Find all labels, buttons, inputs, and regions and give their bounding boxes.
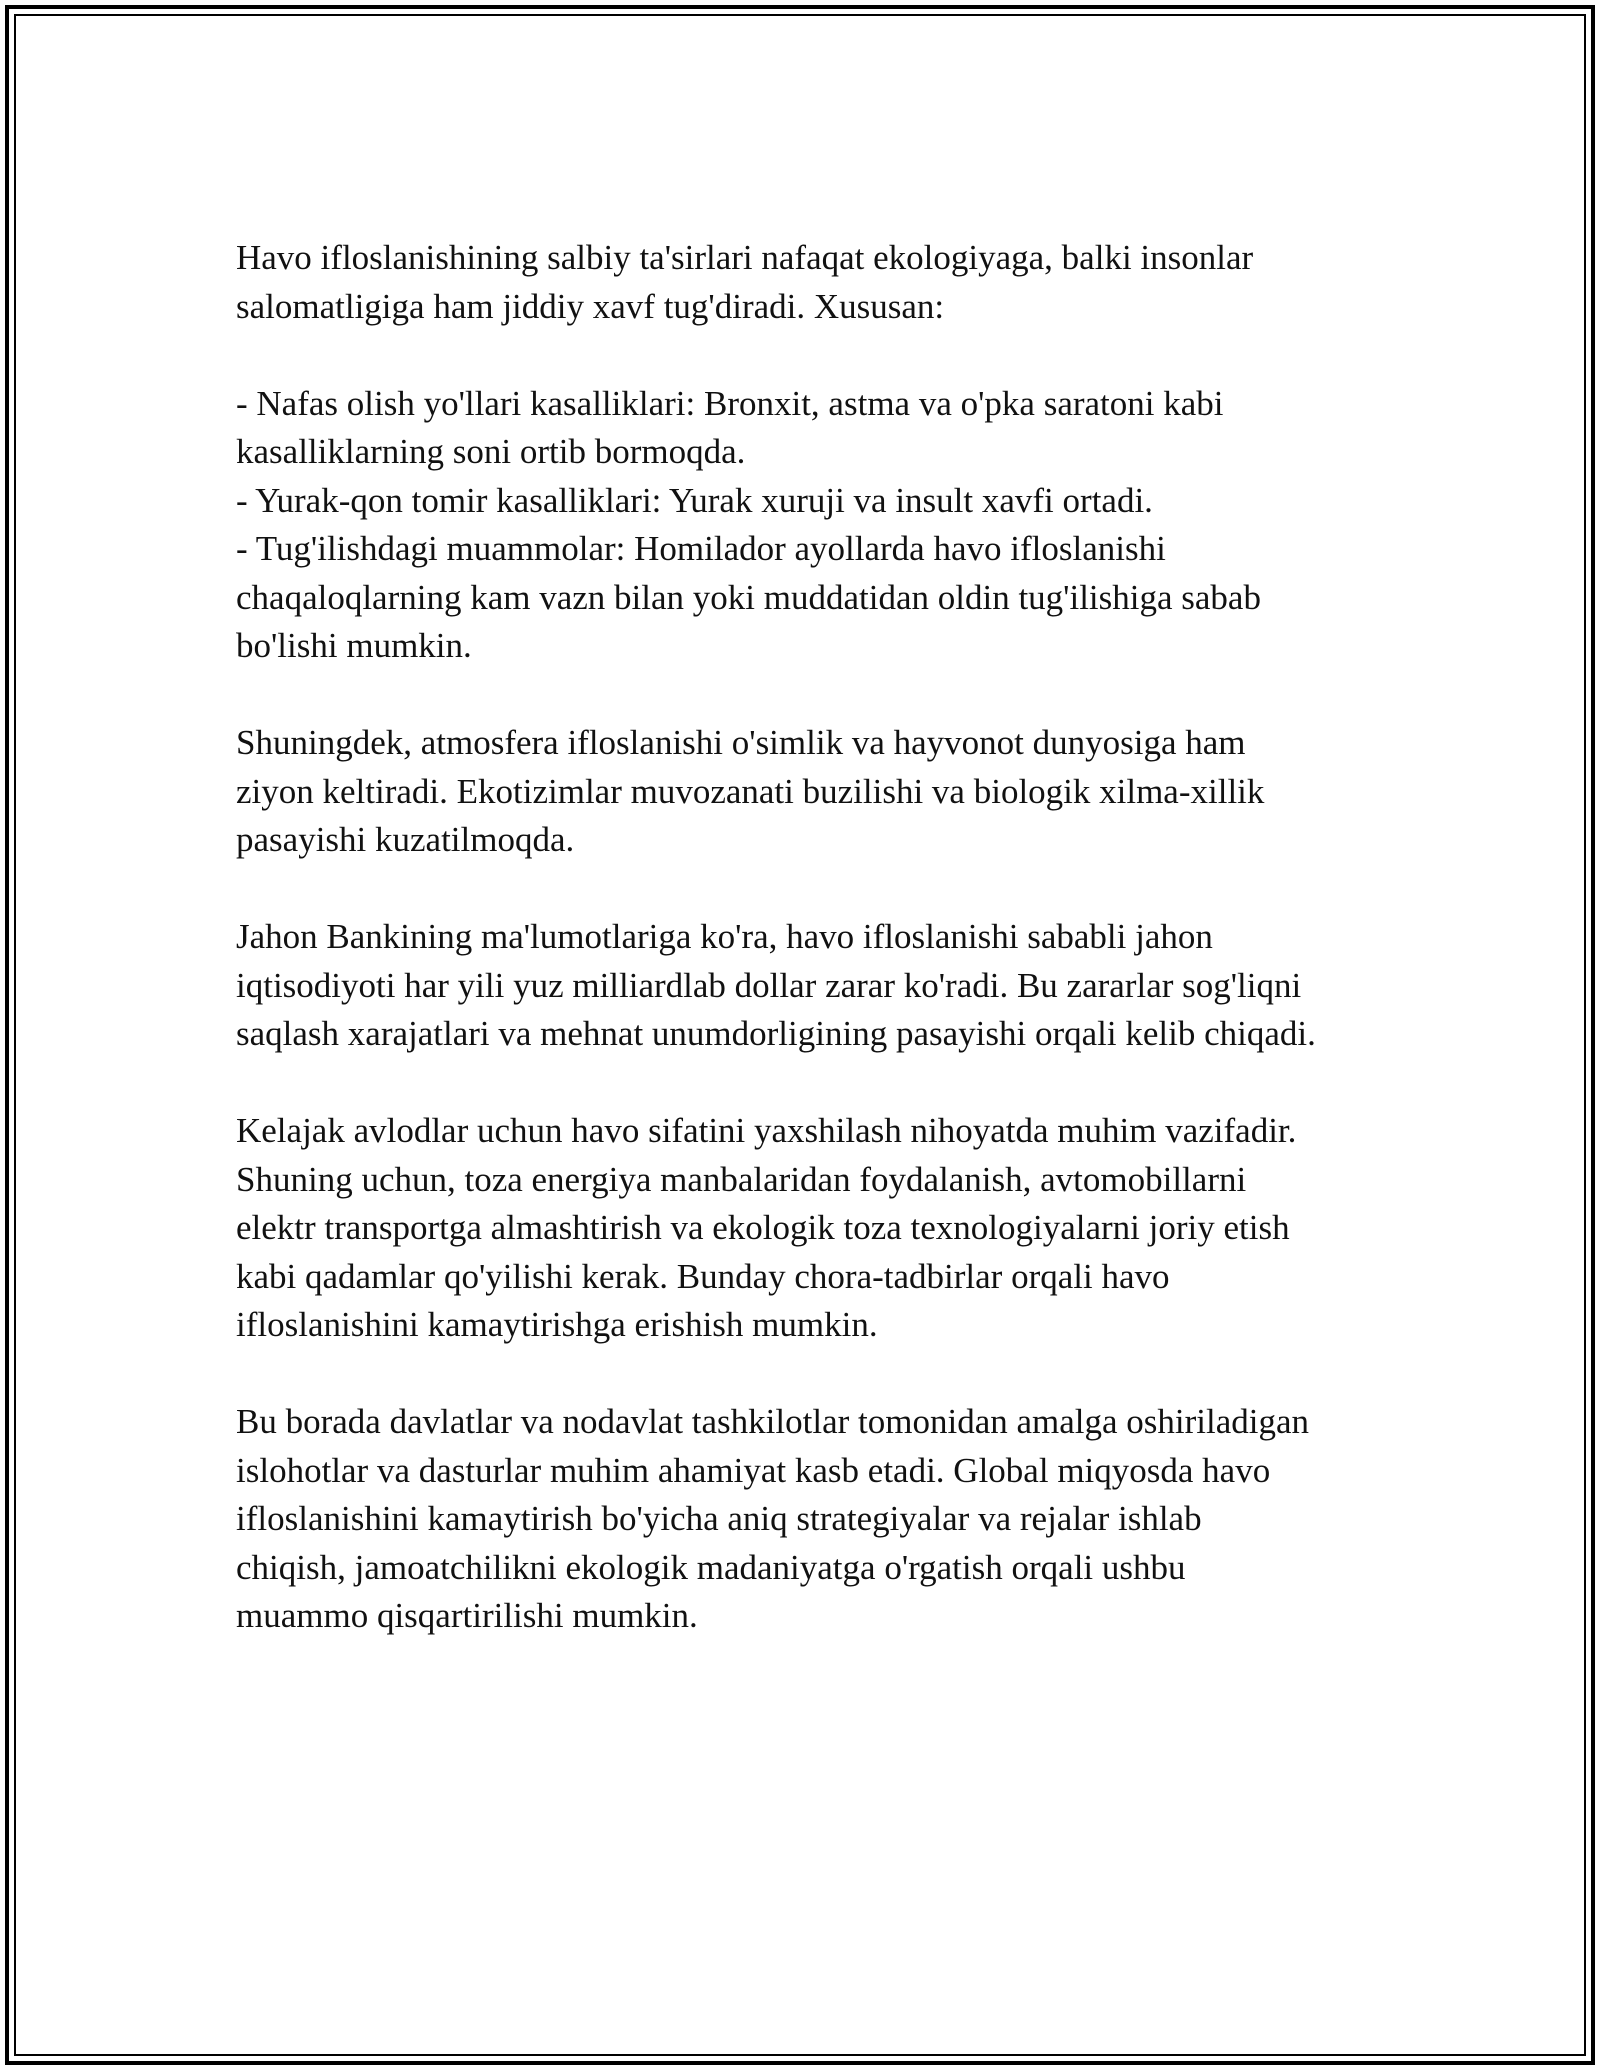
paragraph-disease-list: - Nafas olish yo'llari kasalliklari: Bronxit, astma va o'pka saratoni kabi kasalliklarning soni ortib bormoqda. - Yurak-qon tomir kasalliklari: Yurak xuruji va insult xavfi ortadi. - Tug'ilishdagi muammolar: Homilador ayollarda havo ifloslanishi chaqaloqlarning kam vazn bilan yoki muddatidan oldin tug'ilishiga sabab bo'lishi mumkin. [236, 383, 1261, 665]
paragraph-ecosystem: Shuningdek, atmosfera ifloslanishi o'simlik va hayvonot dunyosiga ham ziyon keltiradi. Ekotizimlar muvozanati buzilishi va biologik xilma-xillik pasayishi kuzatilmoqda. [236, 723, 1265, 859]
paragraph-future-measures: Kelajak avlodlar uchun havo sifatini yaxshilash nihoyatda muhim vazifadir. Shuning uchun, toza energiya manbalaridan foydalanish, avtomobillarni elektr transportga almashtirish va ekologik toza texnologiyalarni joriy etish kabi qadamlar qo'yilishi kerak. Bunday chora-tadbirlar orqali havo ifloslanishini kamaytirishga erishish mumkin. [236, 1111, 1297, 1344]
paragraph-health-intro: Havo ifloslanishining salbiy ta'sirlari nafaqat ekologiyaga, balki insonlar salomatligiga ham jiddiy xavf tug'diradi. Xususan: [236, 238, 1254, 326]
paragraph-economy: Jahon Bankining ma'lumotlariga ko'ra, havo ifloslanishi sababli jahon iqtisodiyoti har yili yuz milliardlab dollar zarar ko'radi. Bu zararlar sog'liqni saqlash xarajatlari va mehnat unumdorligining pasayishi orqali kelib chiqadi. [236, 917, 1316, 1053]
paragraph-global-strategy: Bu borada davlatlar va nodavlat tashkilotlar tomonidan amalga oshiriladigan islohotlar va dasturlar muhim ahamiyat kasb etadi. Global miqyosda havo ifloslanishini kamaytirish bo'yicha aniq strategiyalar va rejalar ishlab chiqish, jamoatchilikni ekologik madaniyatga o'rgatish orqali ushbu muammo qisqartirilishi mumkin. [236, 1402, 1310, 1635]
document-body [236, 234, 1396, 1689]
